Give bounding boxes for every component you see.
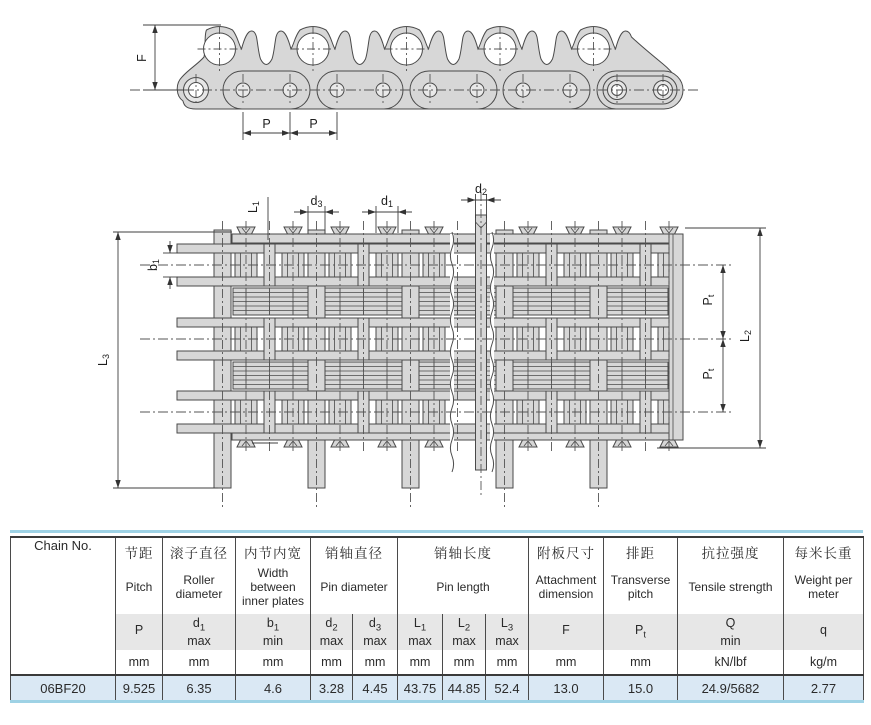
col-header-pitch: 节距 Pitch <box>116 537 163 614</box>
symbol-q: q <box>784 614 864 650</box>
dim-label-d1: d1 <box>381 194 393 209</box>
unit-cell: kg/m <box>784 650 864 675</box>
dim-label-L3: L3 <box>96 354 111 366</box>
dim-label-b1: b1 <box>146 259 161 271</box>
symbol-Q: Q min <box>678 614 784 650</box>
unit-cell: mm <box>236 650 311 675</box>
value-pitch: 9.525 <box>116 675 163 702</box>
col-header-tensile-strength: 抗拉强度 Tensile strength <box>678 537 784 614</box>
symbol-L3: $L_3$ max <box>486 614 529 650</box>
table-top-accent-line <box>10 530 863 533</box>
dim-label-d3: d3 <box>310 194 323 209</box>
unit-row <box>11 650 864 675</box>
unit-cell: mm <box>353 650 398 675</box>
unit-cell: mm <box>398 650 443 675</box>
symbol-b1: $b_1$ min <box>236 614 311 650</box>
dim-label-L1: L1 <box>246 201 261 213</box>
dim-label-L2: L2 <box>738 330 753 342</box>
col-header-weight-per-meter: 每米长重 Weight per meter <box>784 537 864 614</box>
col-header-inner-width: 内节内宽 Width between inner plates <box>236 537 311 614</box>
unit-cell: mm <box>604 650 678 675</box>
symbol-d2: $d_2$ max <box>311 614 353 650</box>
dim-label-F: F <box>135 54 149 62</box>
side-view-drawing <box>130 26 700 109</box>
dim-label-Pt1: Pt <box>701 294 716 306</box>
symbol-d1: $d_1$ max <box>163 614 236 650</box>
data-row-06BF20 <box>11 675 864 702</box>
spec-table <box>10 530 863 703</box>
dim-label-P1: P <box>262 117 271 131</box>
unit-cell: mm <box>443 650 486 675</box>
value-q: 2.77 <box>784 675 864 702</box>
symbol-L1: $L_1$ max <box>398 614 443 650</box>
symbol-L2: $L_2$ max <box>443 614 486 650</box>
dim-label-d2: d2 <box>475 182 487 197</box>
col-header-pin-length: 销轴长度 Pin length <box>398 537 529 614</box>
dim-P <box>243 112 337 140</box>
value-roller-diameter: 6.35 <box>163 675 236 702</box>
value-F: 13.0 <box>529 675 604 702</box>
value-Q: 24.9/5682 <box>678 675 784 702</box>
unit-cell: kN/lbf <box>678 650 784 675</box>
value-L1: 43.75 <box>398 675 443 702</box>
plan-view-drawing <box>140 192 731 507</box>
unit-cell: mm <box>311 650 353 675</box>
unit-cell: mm <box>529 650 604 675</box>
value-Pt: 15.0 <box>604 675 678 702</box>
value-inner-width: 4.6 <box>236 675 311 702</box>
col-header-roller-diameter: 滚子直径 Roller diameter <box>163 537 236 614</box>
col-header-pin-diameter: 销轴直径 Pin diameter <box>311 537 398 614</box>
value-L2: 44.85 <box>443 675 486 702</box>
value-L3: 52.4 <box>486 675 529 702</box>
unit-cell: mm <box>116 650 163 675</box>
col-header-attachment-dimension: 附板尺寸 Attachment dimension <box>529 537 604 614</box>
col-header-chain-no: Chain No. <box>11 537 116 675</box>
dim-label-Pt2: Pt <box>701 368 716 380</box>
chain-no-value: 06BF20 <box>11 675 116 702</box>
value-d3: 4.45 <box>353 675 398 702</box>
symbol-P: P <box>116 614 163 650</box>
unit-cell: mm <box>163 650 236 675</box>
symbol-d3: $d_3$ max <box>353 614 398 650</box>
symbol-Pt: $P_t$ <box>604 614 678 650</box>
dim-label-P2: P <box>309 117 318 131</box>
value-d2: 3.28 <box>311 675 353 702</box>
symbol-row <box>11 614 864 650</box>
col-header-transverse-pitch: 排距 Transverse pitch <box>604 537 678 614</box>
chain-spec-table <box>10 536 864 703</box>
symbol-F: F <box>529 614 604 650</box>
unit-cell: mm <box>486 650 529 675</box>
